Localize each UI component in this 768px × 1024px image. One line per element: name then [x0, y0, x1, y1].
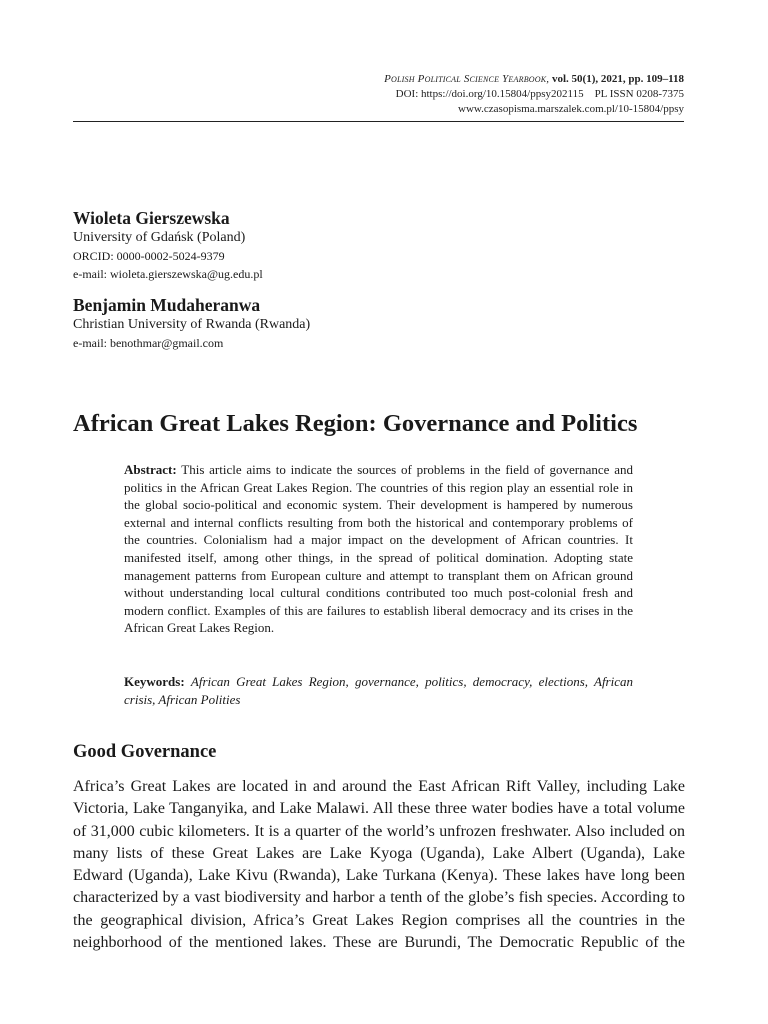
- author-affiliation: University of Gdańsk (Poland): [73, 230, 246, 245]
- section-heading: Good Governance: [73, 742, 217, 762]
- running-header: [384, 72, 684, 117]
- keywords-label: Keywords:: [124, 674, 185, 689]
- abstract: [124, 461, 633, 637]
- author-block: [73, 207, 693, 363]
- journal-url[interactable]: www.czasopisma.marszalek.com.pl/10-15804/ppsy: [458, 103, 684, 115]
- abstract-label: Abstract:: [124, 462, 177, 477]
- author-2: [73, 294, 693, 352]
- author-email[interactable]: e-mail: wioleta.gierszewska@ug.edu.pl: [73, 267, 263, 281]
- paper-title: African Great Lakes Region: Governance and Politics: [73, 410, 638, 437]
- journal-name: Polish Political Science Yearbook,: [384, 73, 550, 85]
- keywords-text: African Great Lakes Region, governance, politics, democracy, elections, African crisis, African Polities: [124, 674, 634, 707]
- body-paragraph: Africa’s Great Lakes are located in and around the East African Rift Valley, including Lake Victoria, Lake Tanganyika, and Lake Malawi. All these three water bodies have a total volume of 31,000 cubic kilometers. It is a quarter of the world’s unfrozen freshwater. Also included on many lists of these Great Lakes are Lake Kyoga (Uganda), Lake Albert (Uganda), Lake Edward (Uganda), Lake Kivu (Rwanda), Lake Turkana (Kenya). These lakes have long been characterized by a vast biodiversity and harbor a tenth of the globe’s fish species. According to the geographical division, Africa’s Great Lakes Region comprises all the countries in the neighborhood of the mentioned lakes. These are Burundi, The Democratic Republic of the: [73, 778, 685, 952]
- author-orcid[interactable]: ORCID: 0000-0002-5024-9379: [73, 249, 225, 263]
- author-name: Wioleta Gierszewska: [73, 208, 230, 228]
- doi-line[interactable]: DOI: https://doi.org/10.15804/ppsy202115 PL ISSN 0208-7375: [395, 88, 684, 100]
- volume-info: vol. 50(1), 2021, pp. 109–118: [551, 73, 684, 85]
- author-name: Benjamin Mudaheranwa: [73, 295, 261, 315]
- author-affiliation: Christian University of Rwanda (Rwanda): [73, 317, 311, 332]
- author-email[interactable]: e-mail: benothmar@gmail.com: [73, 336, 224, 350]
- author-1: [73, 207, 693, 283]
- citation-line: [384, 72, 684, 87]
- keywords: [124, 673, 633, 708]
- abstract-text: This article aims to indicate the sources of problems in the field of governance and politics in the African Great Lakes Region. The countries of this region play an essential role in the global socio-political and economic system. Their development is hampered by numerous external and internal conflicts resulting from both the historical and contemporary problems of the countries. Colonialism had a major impact on the development of African countries. It manifested itself, among other things, in the spread of political domination. Adopting state management patterns from European culture and attempt to transplant them on African ground without understanding local cultural conditions contributed too much post-colonial fresh and modern conflict. Examples of this are failures to establish liberal democracy and its crises in the African Great Lakes Region.: [124, 462, 633, 636]
- header-divider: [73, 121, 684, 122]
